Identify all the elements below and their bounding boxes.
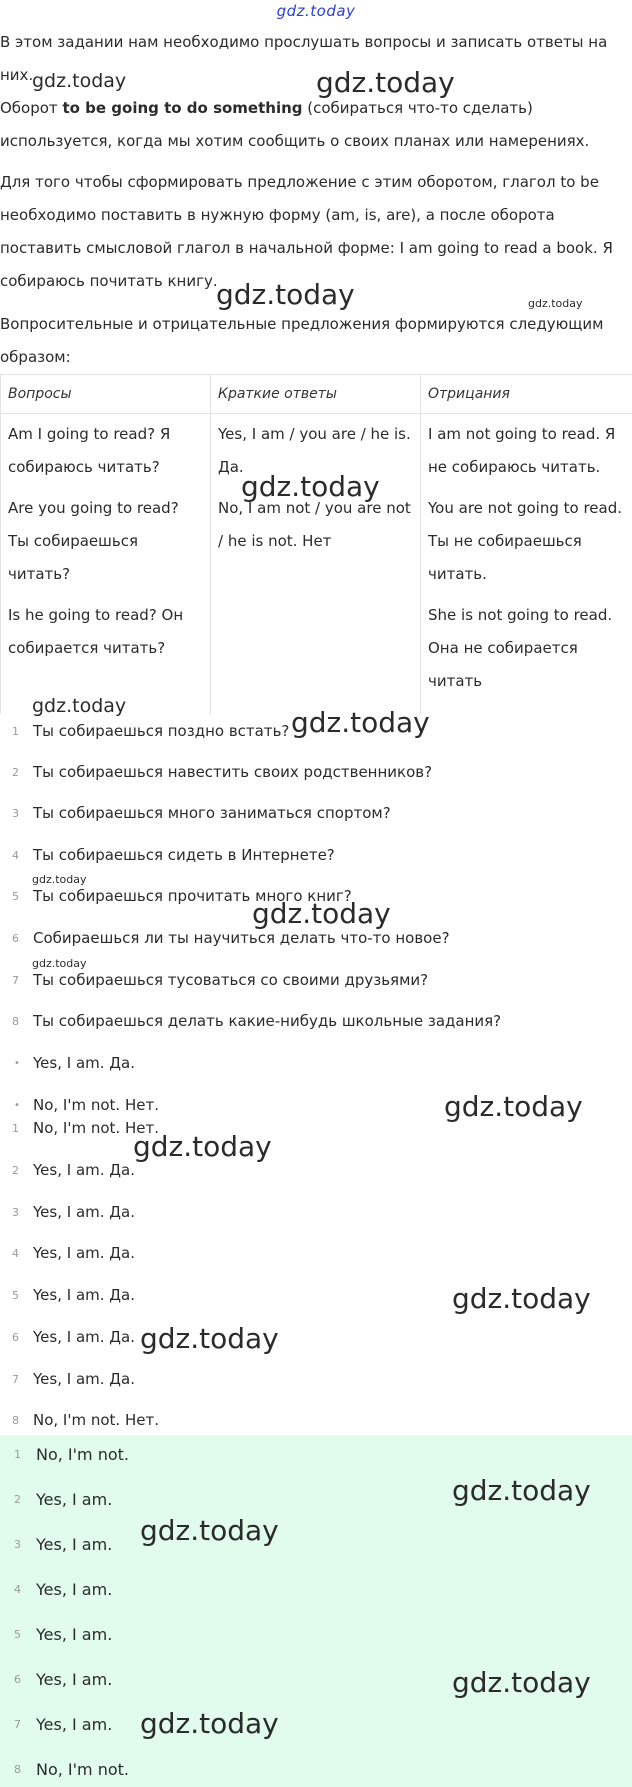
item-number: 7 [14, 1717, 21, 1731]
item-number: 4 [12, 848, 19, 862]
table-line: She is not going to read. Она не собирается читать [428, 606, 613, 690]
list-item [0, 1153, 632, 1187]
item-text: No, I'm not. [36, 1759, 130, 1779]
item-number: 4 [12, 1246, 19, 1260]
item-number: 8 [14, 1762, 21, 1776]
list-item [0, 1362, 632, 1396]
item-number: 1 [14, 1447, 21, 1461]
item-text: Yes, I am. [36, 1579, 113, 1599]
item-text: Yes, I am. Да. [33, 1328, 135, 1346]
table-line: Am I going to read? Я собираюсь читать? [8, 425, 171, 476]
list-item [0, 1111, 632, 1145]
table-line: You are not going to read. Ты не собираешься читать. [428, 499, 623, 583]
watermark: gdz.today [291, 706, 430, 739]
bullet-item [0, 1046, 632, 1080]
bold-phrase: to be going to do something [62, 99, 303, 117]
watermark: gdz.today [32, 70, 127, 92]
intro-paragraph-4: Вопросительные и отрицательные предложения формируются следующим образом: [0, 315, 604, 366]
list-item [0, 921, 632, 955]
table-header-questions: Вопросы [1, 375, 211, 414]
item-text: Ты собираешься делать какие-нибудь школьные задания? [33, 1012, 502, 1030]
watermark: gdz.today [216, 278, 355, 311]
item-text: Ты собираешься сидеть в Интернете? [33, 846, 335, 864]
grammar-table [0, 374, 632, 714]
list-item [0, 1706, 632, 1742]
item-number: 8 [12, 1413, 19, 1427]
watermark: gdz.today [452, 1666, 591, 1699]
item-text: Yes, I am. [36, 1624, 113, 1644]
item-text: No, I'm not. Нет. [33, 1411, 159, 1429]
watermark: gdz.today [32, 957, 87, 970]
table-cell-questions [1, 414, 211, 715]
table-line: Is he going to read? Он собирается читать? [8, 606, 184, 657]
table-header-negations: Отрицания [421, 375, 632, 414]
item-number: 5 [14, 1627, 21, 1641]
watermark: gdz.today [444, 1090, 583, 1123]
item-number: 2 [14, 1492, 21, 1506]
list-item [0, 1616, 632, 1652]
list-item [0, 1278, 632, 1312]
item-text: No, I'm not. [36, 1444, 130, 1464]
list-item [0, 1571, 632, 1607]
bullet-icon: • [14, 1057, 20, 1069]
list-item [0, 879, 632, 913]
item-number: 4 [14, 1582, 21, 1596]
list-item [0, 1195, 632, 1229]
bullet-icon: • [14, 1099, 20, 1111]
item-text: Yes, I am. Да. [33, 1161, 135, 1179]
site-logo[interactable]: gdz.today [276, 2, 356, 20]
item-text: Ты собираешься навестить своих родственников? [33, 763, 433, 781]
item-text: Yes, I am. Да. [33, 1244, 135, 1262]
item-number: 1 [12, 1121, 19, 1135]
list-item [0, 1403, 632, 1437]
watermark: gdz.today [452, 1282, 591, 1315]
list-item [0, 1004, 632, 1038]
item-number: 5 [12, 1288, 19, 1302]
list-item [0, 1661, 632, 1697]
item-text: No, I'm not. Нет. [33, 1096, 159, 1114]
item-text: Yes, I am. Да. [33, 1054, 135, 1072]
table-line: Yes, I am / you are / he is. Да. [218, 425, 411, 476]
watermark: gdz.today [140, 1707, 279, 1740]
item-text: No, I'm not. Нет. [33, 1119, 159, 1137]
watermark: gdz.today [32, 873, 87, 886]
item-number: 1 [12, 724, 19, 738]
table-cell-negations [421, 414, 632, 715]
watermark: gdz.today [241, 470, 380, 503]
watermark: gdz.today [252, 897, 391, 930]
watermark: gdz.today [316, 66, 455, 99]
item-text: Ты собираешься поздно встать? [33, 722, 290, 740]
watermark: gdz.today [133, 1130, 272, 1163]
item-number: 6 [12, 1330, 19, 1344]
watermark: gdz.today [452, 1474, 591, 1507]
list-item [0, 796, 632, 830]
list-item [0, 1751, 632, 1787]
item-text: Yes, I am. Да. [33, 1286, 135, 1304]
item-number: 7 [12, 1372, 19, 1386]
item-text: Yes, I am. [36, 1534, 113, 1554]
list-item [0, 1526, 632, 1562]
watermark: gdz.today [140, 1514, 279, 1547]
item-number: 8 [12, 1014, 19, 1028]
list-item [0, 714, 632, 748]
item-number: 2 [12, 765, 19, 779]
list-item [0, 1320, 632, 1354]
item-text: Yes, I am. [36, 1714, 113, 1734]
item-text: Ты собираешься много заниматься спортом? [33, 804, 391, 822]
watermark: gdz.today [32, 695, 127, 717]
watermark: gdz.today [140, 1322, 279, 1355]
item-number: 6 [14, 1672, 21, 1686]
list-item [0, 963, 632, 997]
intro-paragraph-2: Оборот to be going to do something (собираться что-то сделать) используется, когда мы хотим сообщить о своих планах или намерениях. [0, 99, 590, 150]
table-line: I am not going to read. Я не собираюсь читать. [428, 425, 616, 476]
intro-paragraph-1: В этом задании нам необходимо прослушать вопросы и записать ответы на них. [0, 33, 608, 84]
item-text: Yes, I am. [36, 1669, 113, 1689]
item-number: 3 [12, 806, 19, 820]
intro-paragraph-3: Для того чтобы сформировать предложение с этим оборотом, глагол to be необходимо поставить в нужную форму (am, is, are), а после оборота поставить смысловой глагол в начальной форме: I am going to read a book. Я собираюсь почитать книгу. [0, 173, 613, 290]
item-text: Собираешься ли ты научиться делать что-то новое? [33, 929, 450, 947]
item-number: 7 [12, 973, 19, 987]
list-item [0, 838, 632, 872]
item-text: Yes, I am. Да. [33, 1203, 135, 1221]
item-number: 3 [12, 1205, 19, 1219]
item-text: Yes, I am. [36, 1489, 113, 1509]
item-text: Ты собираешься тусоваться со своими друзьями? [33, 971, 429, 989]
item-number: 2 [12, 1163, 19, 1177]
table-cell-short-answers [211, 414, 421, 715]
item-text: Ты собираешься прочитать много книг? [33, 887, 352, 905]
list-item [0, 1236, 632, 1270]
table-line: No, I am not / you are not / he is not. Нет [218, 499, 411, 550]
item-number: 6 [12, 931, 19, 945]
item-number: 3 [14, 1537, 21, 1551]
table-header-short-answers: Краткие ответы [211, 375, 421, 414]
watermark: gdz.today [528, 297, 583, 310]
list-item [0, 1481, 632, 1517]
list-item [0, 755, 632, 789]
list-item [0, 1436, 632, 1472]
item-number: 5 [12, 889, 19, 903]
table-line: Are you going to read? Ты собираешься читать? [8, 499, 179, 583]
item-text: Yes, I am. Да. [33, 1370, 135, 1388]
